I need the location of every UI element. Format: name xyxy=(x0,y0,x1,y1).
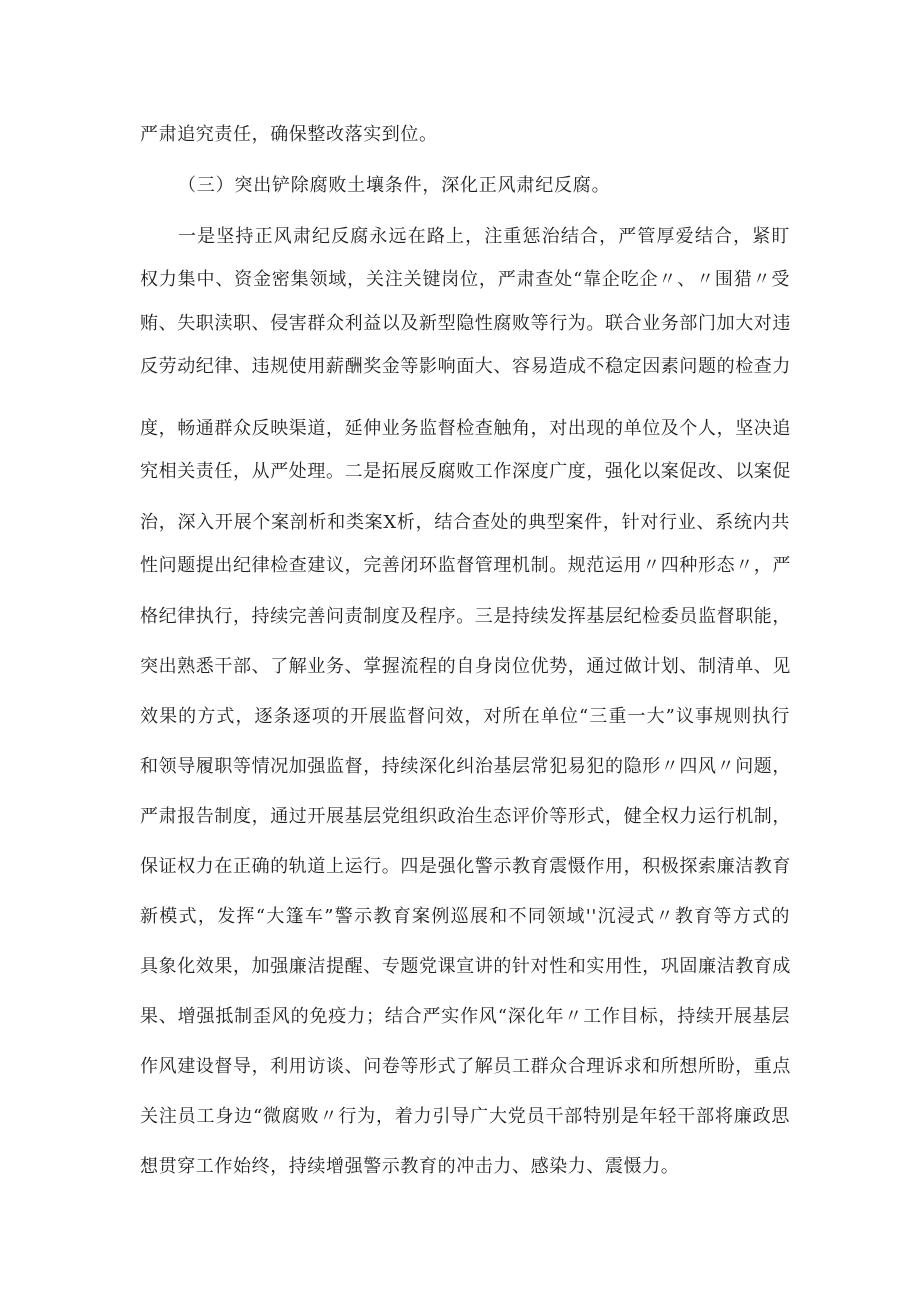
paragraph-line: 关注员工身边“微腐败〃行为，着力引导广大党员干部特别是年轻干部将廉政思 xyxy=(140,1106,790,1127)
paragraph-line: 格纪律执行，持续完善问责制度及程序。三是持续发挥基层纪检委员监督职能， xyxy=(140,606,791,627)
section-heading: （三）突出铲除腐败土壤条件，深化正风肃纪反腐。 xyxy=(178,175,611,196)
paragraph-line: 贿、失职渎职、侵害群众利益以及新型隐性腐败等行为。联合业务部门加大对违 xyxy=(140,313,791,334)
paragraph-line: 度，畅通群众反映渠道，延伸业务监督检查触角，对出现的单位及个人，坚决追 xyxy=(140,418,791,439)
paragraph-line: 效果的方式，逐条逐项的开展监督问效，对所在单位“三重一大”议事规则执行 xyxy=(140,706,790,727)
paragraph-line: 性问题提出纪律检查建议，完善闭环监督管理机制。规范运用〃四种形态〃，严 xyxy=(140,555,791,576)
paragraph-line: 一是坚持正风肃纪反腐永远在路上，注重惩治结合，严管厚爱结合，紧盯 xyxy=(178,226,790,247)
paragraph-line: 治，深入开展个案剖析和类案X析，结合查处的典型案件，针对行业、系统内共 xyxy=(140,512,790,533)
paragraph-line: 作风建设督导，利用访谈、问卷等形式了解员工群众合理诉求和所想所盼，重点 xyxy=(140,1056,791,1077)
paragraph-line: 严肃报告制度，通过开展基层党组织政治生态评价等形式，健全权力运行机制， xyxy=(140,806,791,827)
paragraph-line: 具象化效果，加强廉洁提醒、专题党课宣讲的针对性和实用性，巩固廉洁教育成 xyxy=(140,956,791,977)
paragraph-line: 权力集中、资金密集领域，关注关键岗位，严肃查处“靠企吃企〃、〃围猎〃受 xyxy=(140,269,790,290)
paragraph-line: 反劳动纪律、违规使用薪酬奖金等影响面大、容易造成不稳定因素问题的检查力 xyxy=(140,356,791,377)
paragraph-line: 究相关责任，从严处理。二是拓展反腐败工作深度广度，强化以案促改、以案促 xyxy=(140,461,791,482)
paragraph-line: 和领导履职等情况加强监督，持续深化纠治基层常犯易犯的隐形〃四风〃问题， xyxy=(140,756,791,777)
paragraph-line: 新模式，发挥“大篷车”警示教育案例巡展和不同领域''沉浸式〃教育等方式的 xyxy=(140,906,790,927)
paragraph-line: 想贯穿工作始终，持续增强警示教育的冲击力、感染力、震慑力。 xyxy=(140,1156,680,1177)
paragraph-line: 保证权力在正确的轨道上运行。四是强化警示教育震慑作用，积极探索廉洁教育 xyxy=(140,856,791,877)
paragraph-line: 突出熟悉干部、了解业务、掌握流程的自身岗位优势，通过做计划、制清单、见 xyxy=(140,656,791,677)
paragraph-line: 果、增强抵制歪风的免疫力；结合严实作风“深化年〃工作目标，持续开展基层 xyxy=(140,1006,790,1027)
intro-line: 严肃追究责任，确保整改落实到位。 xyxy=(140,124,438,145)
